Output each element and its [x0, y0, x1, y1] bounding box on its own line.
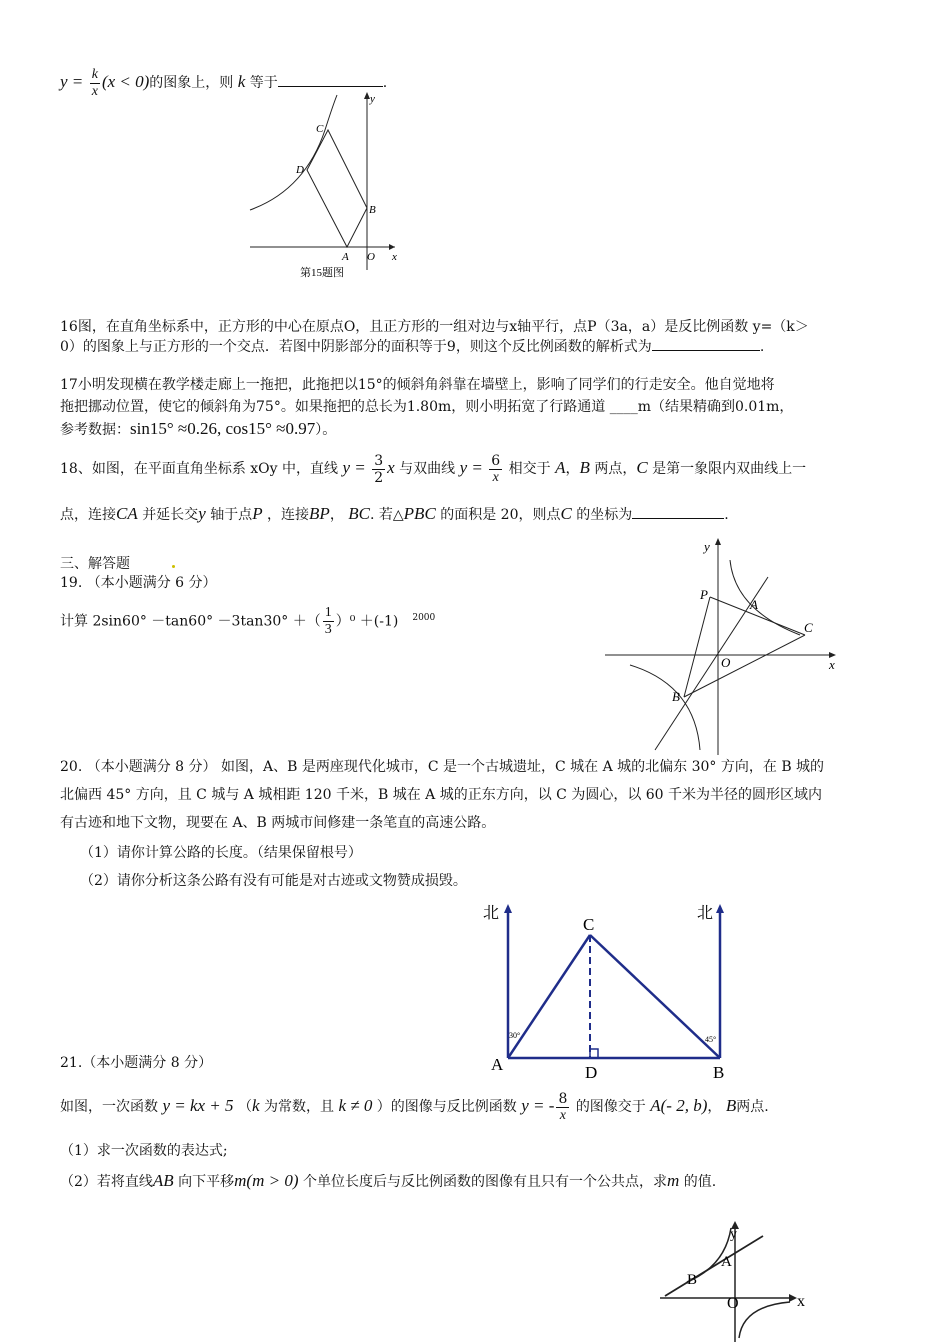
q20-label-d: D	[585, 1063, 598, 1082]
q15-hyperbola	[250, 95, 337, 210]
q15-x-arrow-icon	[389, 244, 395, 250]
q20-north-label-right: 北	[697, 905, 714, 922]
q18-frac1-den: 2	[374, 469, 384, 486]
q18-line1	[60, 448, 895, 489]
q18-frac2-num: 6	[491, 452, 501, 469]
q21-text-a6: ，	[707, 1099, 722, 1115]
q17-ref-end: ）。	[315, 422, 337, 438]
q20-north-label-left: 北	[483, 905, 500, 922]
q21-label-a: A	[721, 1254, 732, 1270]
q20-line2: 北偏西 45° 方向，且 C 城与 A 城相距 120 千米，B 城在 A 城的正东方向，以 C 为圆心，以 60 千米为半径的圆形区域内	[60, 787, 823, 803]
q15-figure	[245, 90, 405, 285]
q21-part2-end: 的值.	[683, 1174, 717, 1190]
q15-label-b: B	[369, 204, 376, 216]
q15-frac-den: x	[91, 83, 98, 99]
q16-line1: 16图，在直角坐标系中，正方形的中心在原点O，且正方形的一组对边与x轴平行，点P（3a，a）是反比例函数 y=（k＞	[60, 319, 809, 335]
q17-line3	[60, 418, 895, 441]
q20-part1: （1）请你计算公路的长度。（结果保留根号）	[80, 845, 362, 861]
q20-label-b: B	[713, 1063, 725, 1082]
q18-frac1-num: 3	[374, 452, 384, 469]
q20-line1: 20. （本小题满分 8 分） 如图，A、B 是两座现代化城市，C 是一个古城遗址，C 城在 A 城的北偏东 30° 方向，在 B 城的	[60, 759, 825, 775]
q18-label-y: y	[704, 539, 710, 554]
q18-line2	[60, 502, 895, 527]
q20-part2: （2）请你分析这条公路有没有可能是对古迹或文物赞成损毁。	[80, 873, 467, 889]
q21-frac-den: x	[559, 1107, 566, 1123]
q21-label-x: x	[797, 1293, 805, 1310]
q17-ref-label: 参考数据：	[60, 422, 130, 438]
q21-figure	[655, 1218, 825, 1344]
q15-fraction	[90, 67, 100, 100]
q18-CA: CA	[116, 504, 138, 523]
q20-angle-b: 45°	[705, 1035, 717, 1044]
q18-frac1	[372, 453, 385, 486]
q21-label-y: y	[730, 1227, 737, 1242]
q21-y: y = -	[521, 1096, 555, 1115]
q18-y-arrow-icon	[715, 538, 721, 545]
q18-label-b: B	[672, 689, 680, 704]
q21-x-arrow-icon	[789, 1294, 797, 1302]
q18-text-b1: 点，连接	[60, 507, 116, 523]
q18-text-b8: 的坐标为	[576, 507, 633, 523]
q19-expression	[60, 598, 580, 642]
q19-heading: 19. （本小题满分 6 分）	[60, 575, 217, 591]
q15-tail: 等于	[249, 75, 278, 91]
q18-text-b2: 并延长交	[142, 507, 199, 523]
q18-text-a2: 与双曲线	[399, 461, 456, 477]
q16-end: .	[759, 339, 765, 355]
q19-calc-pre: 计算 2sin60° －tan60° －3tan30° ＋（	[60, 613, 321, 630]
q18-C2: C	[560, 504, 572, 523]
q18-y2: y =	[459, 458, 483, 477]
q18-figure	[600, 535, 845, 760]
q15-label-x: x	[392, 251, 397, 263]
q15-label-c: C	[316, 123, 324, 135]
q18-label-c: C	[804, 620, 813, 635]
q15-cond: (x < 0)	[101, 72, 150, 91]
q18-C: C	[636, 458, 648, 477]
q18-text-b7: 的面积是 20，则点	[440, 507, 561, 523]
q15-rhombus	[307, 130, 367, 247]
q15-end: .	[382, 75, 388, 91]
q18-y1: y =	[342, 458, 366, 477]
q18-PBC: PBC	[403, 504, 436, 523]
q21-statement	[60, 1084, 895, 1129]
q20-segment-ac	[508, 935, 590, 1058]
q18-end: .	[724, 507, 729, 523]
q18-ysym: y	[198, 504, 206, 523]
q18-frac2	[489, 453, 502, 486]
q18-hyperbola-q1	[730, 560, 800, 635]
q18-text-b6: . 若△	[370, 507, 404, 523]
q15-mid: 的图象上，则	[149, 75, 234, 91]
q17-line2: 拖把挪动位置，使它的倾斜角为75°。如果拖把的总长为1.80m，则小明拓宽了行路通道 ____m（结果精确到0.01m，	[60, 399, 794, 415]
q18-text-a5: 两点，	[594, 461, 637, 477]
q20-line3: 有古迹和地下文物，现要在 A、B 两城市间修建一条笔直的高速公路。	[60, 815, 496, 831]
q18-label-a: A	[750, 597, 758, 612]
q18-BC: BC	[348, 504, 370, 523]
q17-line1: 17小明发现横在教学楼走廊上一拖把，此拖把以15°的倾斜角斜靠在墙壁上，影响了同学们的行走安全。他自觉地将	[60, 377, 775, 393]
q19-exponent: 2000	[412, 613, 436, 623]
q21-m-condition: m(m > 0)	[234, 1171, 299, 1190]
q20-figure	[475, 898, 735, 1083]
q18-segment-bc	[684, 635, 805, 697]
q21-text-a7: 两点.	[736, 1099, 769, 1115]
q18-label-p: P	[700, 587, 708, 602]
q21-frac-num: 8	[558, 1090, 568, 1107]
q15-answer-blank	[278, 72, 383, 87]
q21-part2-pre: （2）若将直线	[60, 1174, 153, 1190]
q21-heading: 21.（本小题满分 8 分）	[60, 1055, 213, 1071]
q19-frac-den: 3	[324, 622, 332, 638]
q21-point-b: B	[725, 1096, 737, 1115]
q15-label-a: A	[342, 251, 349, 263]
q20-north-arrow-a-icon	[504, 904, 512, 913]
q18-text-a1: 18、如图，在平面直角坐标系 xOy 中，直线	[60, 461, 338, 477]
q18-text-b4: ，连接	[267, 507, 310, 523]
q17-ref-values: sin15° ≈0.26, cos15° ≈0.97	[130, 419, 316, 438]
q18-x1: x	[387, 458, 395, 477]
q18-B: B	[579, 458, 590, 477]
q18-text-a4: ，	[565, 461, 580, 477]
q21-text-a2: （	[238, 1099, 252, 1115]
q21-text-a4: ）的图像与反比例函数	[376, 1099, 517, 1115]
q15-y: y =	[60, 72, 84, 91]
q16-line2	[60, 336, 895, 358]
q19-calc-post: ）⁰ ＋(-1)	[335, 613, 399, 630]
q19-frac-num: 1	[324, 605, 332, 621]
q21-part1: （1）求一次函数的表达式;	[60, 1143, 228, 1159]
section-3-heading: 三、解答题	[60, 556, 130, 572]
q18-text-a6: 是第一象限内双曲线上一	[652, 461, 807, 477]
q20-angle-a: 30°	[509, 1031, 521, 1040]
q21-part2	[60, 1170, 895, 1193]
q20-label-c: C	[583, 915, 595, 934]
q21-text-a5: 的图像交于	[575, 1099, 646, 1115]
q18-segment-pb	[684, 597, 710, 697]
q20-label-a: A	[491, 1055, 504, 1074]
q21-text-a1: 如图，一次函数	[60, 1099, 158, 1115]
q15-k: k	[237, 72, 246, 91]
q15-label-y: y	[370, 93, 375, 105]
q21-line-ab	[665, 1236, 763, 1296]
q18-answer-blank	[632, 504, 724, 519]
q15-label-o: O	[367, 251, 375, 263]
q18-frac2-den: x	[492, 469, 499, 485]
q15-label-d: D	[296, 164, 304, 176]
q19-fraction	[323, 605, 334, 638]
q20-segment-cb	[590, 935, 720, 1058]
q21-m: m	[666, 1171, 680, 1190]
q21-AB: AB	[152, 1171, 174, 1190]
q15-statement	[60, 62, 895, 103]
q16-line2-text: 0）的图象上与正方形的一个交点．若图中阴影部分的面积等于9，则这个反比例函数的解析式为	[60, 339, 652, 355]
q21-k: k	[252, 1096, 260, 1115]
q21-part2-mid: 向下平移	[178, 1174, 235, 1190]
stray-dot	[172, 565, 175, 568]
q21-part2-mid2: 个单位长度后与反比例函数的图像有且只有一个公共点，求	[302, 1174, 667, 1190]
q16-answer-blank	[652, 336, 760, 351]
q21-label-o: O	[727, 1295, 739, 1312]
q21-fraction	[556, 1091, 569, 1124]
q18-text-a3: 相交于	[508, 461, 551, 477]
q21-point-a: A(- 2, b)	[650, 1096, 708, 1115]
q18-BP: BP	[309, 504, 330, 523]
q15-caption: 第15题图	[300, 267, 344, 279]
q21-text-a3: 为常数，且	[264, 1099, 334, 1115]
q20-right-angle-mark	[590, 1049, 598, 1058]
q21-k-neq: k ≠ 0	[338, 1096, 373, 1115]
q21-label-b: B	[687, 1272, 698, 1288]
q21-hyperbola-q4	[739, 1302, 790, 1338]
q18-label-x: x	[829, 657, 835, 672]
q15-frac-num: k	[91, 66, 98, 82]
q18-P: P	[252, 504, 263, 523]
q18-text-b5: ，	[329, 507, 344, 523]
q21-linear-eq: y = kx + 5	[162, 1096, 234, 1115]
q20-north-arrow-b-icon	[716, 904, 724, 913]
q18-text-b3: 轴于点	[210, 507, 253, 523]
q18-label-o: O	[721, 655, 731, 670]
q18-A: A	[555, 458, 566, 477]
